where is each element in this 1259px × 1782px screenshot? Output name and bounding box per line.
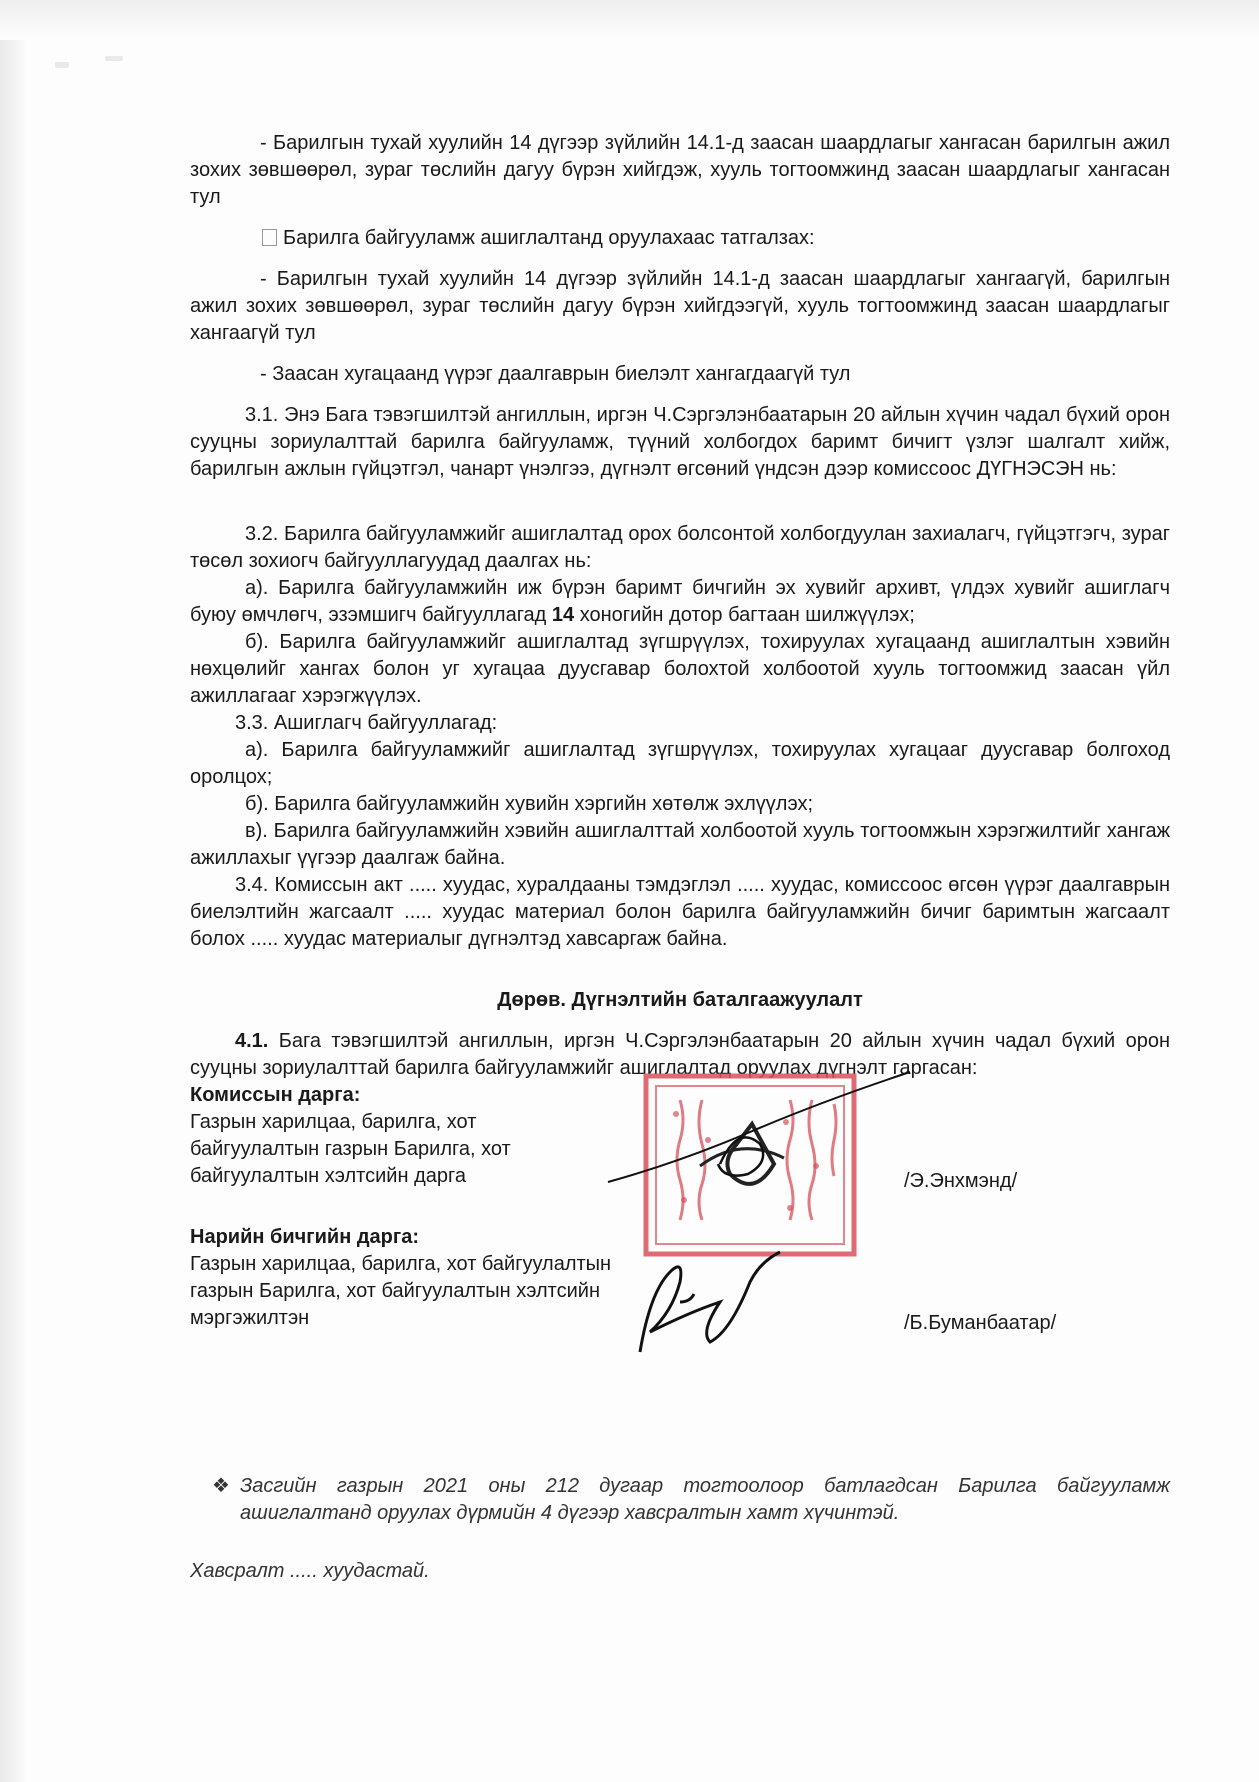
chair-signature-block — [190, 1082, 610, 1190]
chair-name: /Э.Энхмэнд/ — [904, 1170, 1018, 1192]
secretary-role: Нарийн бичгийн дарга: — [190, 1226, 419, 1248]
appendix-line: Хавсралт ..... хуудастай. — [190, 1560, 430, 1582]
chair-signature-icon — [600, 1052, 920, 1212]
paragraph-4-1-number: 4.1. — [235, 1030, 269, 1052]
paragraph-3-4: 3.4. Комиссын акт ..... хуудас, хуралдааны тэмдэглэл ..... хуудас, комиссоос өгсөн үүрэг даалгаврын биелэлтийн жагсаалт ..... хуудас материал болон барилга байгууламжийн бичиг баримтын жагсаалт болох ..... хуудас материалыг дүгнэлтэд хавсаргаж байна. — [190, 874, 1170, 950]
paragraph-3-2-a-text-end: хоногийн дотор багтаан шилжүүлэх; — [574, 604, 915, 626]
paragraph-4-1-text: Бага тэвэгшилтэй ангиллын, иргэн Ч.Сэргэлэнбаатарын 20 айлын хүчин чадал бүхий орон сууцны зориулалттай барилга байгууламжийг ашиглалтад оруулах дүгнэлт гаргасан: — [190, 1030, 1170, 1079]
scan-smudge — [55, 62, 69, 68]
paragraph-3-2: 3.2. Барилга байгууламжийг ашиглалтад орох болсонтой холбогдуулан захиалагч, гүйцэтгэгч, зураг төсөл зохиогч байгууллагуудад даалгах нь: — [190, 523, 1170, 572]
scan-left-edge — [0, 0, 26, 1782]
secretary-signature-block — [190, 1224, 660, 1332]
secretary-name: /Б.Буманбаатар/ — [904, 1312, 1057, 1334]
days-count: 14 — [551, 604, 575, 626]
paragraph-deadline-condition: - Заасан хугацаанд үүрэг даалгаврын биелэлт хангагдаагүй тул — [260, 363, 851, 385]
secretary-signature-icon — [620, 1242, 790, 1372]
chair-role: Комиссын дарга: — [190, 1084, 361, 1106]
document-body — [190, 130, 1170, 1334]
diamond-bullet-icon: ❖ — [212, 1475, 230, 1497]
refuse-option-label: Барилга байгууламж ашиглалтанд оруулахаас татгалзах: — [283, 227, 815, 249]
scan-top-edge — [0, 0, 1259, 40]
scan-smudge — [105, 56, 123, 61]
paragraph-3-2-b: б). Барилга байгууламжийг ашиглалтад зүгшрүүлэх, тохируулах хугацаанд ашиглалтын хэвийн нөхцөлийг хангах болон уг хугацаа дуусгавар болохтой холбоотой хууль тогтоомжид заасан үйл ажиллагааг хэрэгжүүлэх. — [190, 631, 1170, 707]
paragraph-3-3: 3.3. Ашиглагч байгууллагад: — [235, 712, 498, 734]
chair-title: Газрын харилцаа, барилга, хот байгуулалтын газрын Барилга, хот байгуулалтын хэлтсийн дарга — [190, 1111, 511, 1187]
paragraph-approve-condition: - Барилгын тухай хуулийн 14 дүгээр зүйлийн 14.1-д заасан шаардлагыг хангасан барилгын ажил зохих зөвшөөрөл, зураг төслийн дагуу бүрэн хийгдэж, хууль тогтоомжинд заасан шаардлагыг хангасан тул — [190, 132, 1170, 208]
paragraph-3-2-a — [190, 575, 1170, 629]
secretary-title: Газрын харилцаа, барилга, хот байгуулалтын газрын Барилга, хот байгуулалтын хэлтсийн мэргэжилтэн — [190, 1253, 612, 1329]
signature-area — [190, 1082, 1170, 1334]
paragraph-3-3-c: в). Барилга байгууламжийн хэвийн ашиглалттай холбоотой хууль тогтоомжын хэрэгжилтийг хангаж ажиллахыг үүгээр даалгаж байна. — [190, 820, 1170, 869]
paragraph-3-3-b: б). Барилга байгууламжийн хувийн хэргийн хөтөлж эхлүүлэх; — [245, 793, 813, 815]
validity-note-text: Засгийн газрын 2021 оны 212 дугаар тогтоолоор батлагдсан Барилга байгууламж ашиглалтанд оруулах дүрмийн 4 дүгээр хавсралтын хамт хүчинтэй. — [240, 1475, 1170, 1524]
refuse-option — [190, 225, 1170, 252]
paragraph-refuse-condition: - Барилгын тухай хуулийн 14 дүгээр зүйлийн 14.1-д заасан шаардлагыг хангаагүй, барилгын ажил зохих зөвшөөрөл, зураг төслийн дагуу бүрэн хийгдээгүй, хууль тогтоомжинд заасан шаардлагыг хангаагүй тул — [190, 268, 1170, 344]
section-4-heading: Дөрөв. Дүгнэлтийн баталгаажуулалт — [497, 989, 863, 1011]
paragraph-3-3-a: а). Барилга байгууламжийг ашиглалтад зүгшрүүлэх, тохируулах хугацааг дуусгавар болгоход оролцох; — [190, 739, 1170, 788]
paragraph-3-1: 3.1. Энэ Бага тэвэгшилтэй ангиллын, иргэн Ч.Сэргэлэнбаатарын 20 айлын хүчин чадал бүхий орон сууцны зориулалттай барилга байгууламж, түүний холбогдох баримт бичигт үзлэг шалгалт хийж, барилгын ажлын гүйцэтгэл, чанарт үнэлгээ, дүгнэлт өгсөний үндсэн дээр комиссоос ДҮГНЭСЭН нь: — [190, 404, 1170, 480]
checkbox-empty-icon — [262, 229, 277, 246]
validity-note — [212, 1473, 1170, 1527]
paragraph-3-2-a-text: а). Барилга байгууламжийн иж бүрэн баримт бичгийн эх хувийг архивт, үлдэх хувийг ашиглагч буюу өмчлөгч, эзэмшигч байгууллагад — [190, 577, 1170, 626]
